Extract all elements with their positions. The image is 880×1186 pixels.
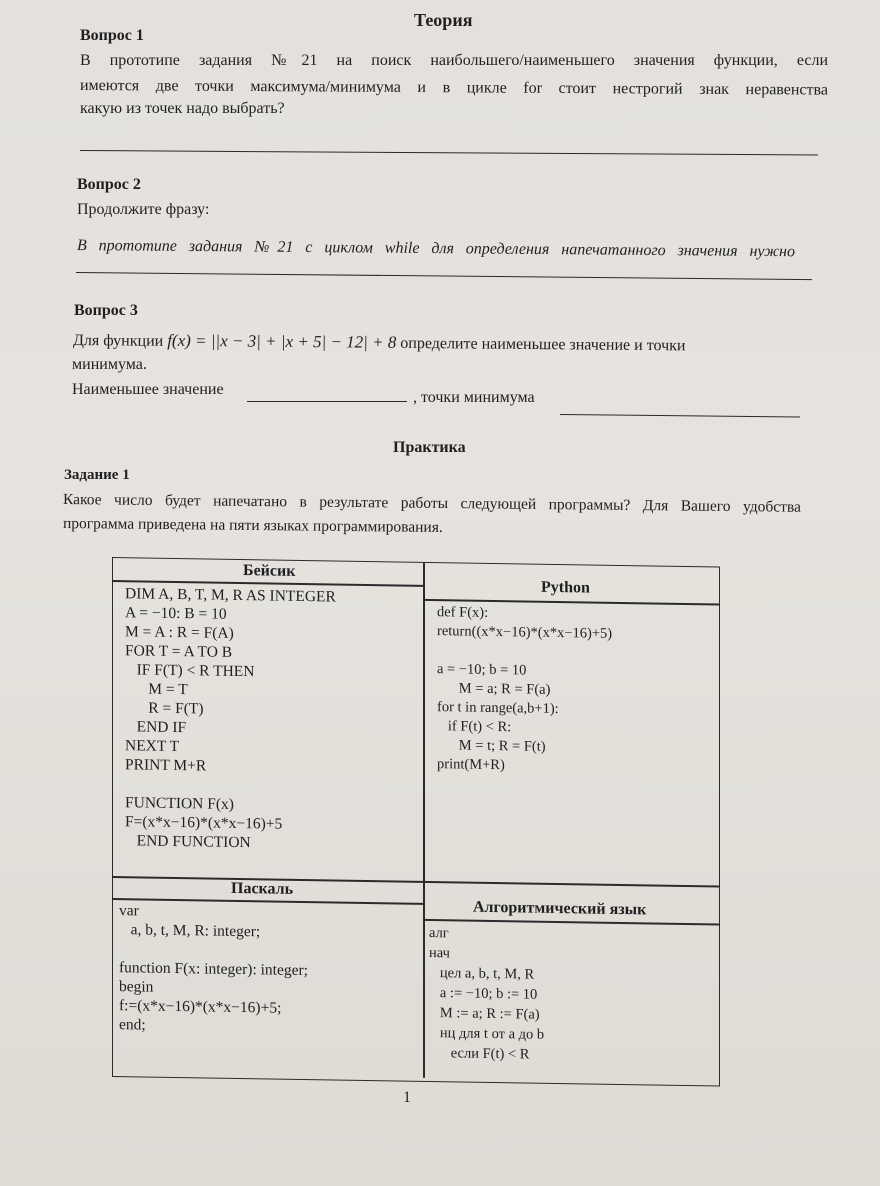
question-1-line-2: имеются две точки максимума/минимума и в цикле for стоит нестрогий знак неравенства <box>79 77 829 99</box>
algorithmic-code-line: если F(t) < R <box>429 1044 530 1063</box>
pascal-code <box>119 901 308 1037</box>
question-2-phrase: В прототипе задания №21 с циклом while для определения напечатанного значения нужно <box>76 237 796 261</box>
theory-title: Теория <box>414 10 473 30</box>
algorithmic-code-line: нач <box>429 944 450 962</box>
python-code-line: return((x*x−16)*(x*x−16)+5) <box>437 623 613 642</box>
table-column-divider <box>423 563 425 1078</box>
min-value-blank[interactable] <box>247 401 407 402</box>
algorithmic-header: Алгоритмический язык <box>473 898 647 919</box>
pascal-code-line: a, b, t, M, R: integer; <box>119 921 261 941</box>
basic-code-line: END IF <box>125 718 187 737</box>
basic-code-line: PRINT M+R <box>125 756 207 775</box>
page-number: 1 <box>403 1089 411 1106</box>
python-code-line: if F(t) < R: <box>437 718 512 736</box>
basic-code-line: M = T <box>125 680 188 699</box>
basic-code-line: DIM A, B, T, M, R AS INTEGER <box>125 585 336 606</box>
question-1-line-3: какую из точек надо выбрать? <box>80 100 285 117</box>
question-1-line-1: В прототипе задания №21 на поиск наибольшего/наименьшего значения функции, если <box>80 52 828 69</box>
question-3-intro: Для функции <box>72 332 164 350</box>
question-2-prompt: Продолжите фразу: <box>77 201 210 218</box>
table-row-divider <box>113 876 719 887</box>
min-value-label: Наименьшее значение <box>72 381 224 398</box>
pascal-code-line: var <box>119 902 139 920</box>
question-3-title: Вопрос 3 <box>74 302 138 319</box>
code-table <box>112 557 720 1087</box>
algorithmic-code-line: a := −10; b := 10 <box>429 984 538 1003</box>
pascal-header: Паскаль <box>231 879 294 898</box>
task-1-line-2: программа приведена на пяти языках программирования. <box>62 515 443 536</box>
pascal-code-line: f:=(x*x−16)*(x*x−16)+5; <box>119 997 282 1017</box>
question-3-line-1 <box>73 330 686 355</box>
basic-code-line: M = A : R = F(A) <box>125 623 234 642</box>
python-code-line: def F(x): <box>437 604 489 621</box>
answer-line-q2 <box>76 272 812 280</box>
algorithmic-code-line: нц для t от a до b <box>429 1024 545 1043</box>
python-code-line: M = t; R = F(t) <box>437 737 546 755</box>
answer-line-q1 <box>80 150 818 156</box>
algorithmic-code-line: M := a; R := F(a) <box>429 1004 540 1023</box>
basic-code-line: END FUNCTION <box>125 832 251 852</box>
algorithmic-code-line: цел a, b, t, M, R <box>429 964 535 983</box>
basic-code-line: FOR T = A TO B <box>125 642 233 661</box>
basic-code-line: F=(x*x−16)*(x*x−16)+5 <box>125 813 283 833</box>
practice-title: Практика <box>393 439 466 456</box>
task-1-line-1: Какое число будет напечатано в результате работы следующей программы? Для Вашего удобства <box>62 491 802 516</box>
basic-code-line: FUNCTION F(x) <box>125 794 234 813</box>
basic-code <box>125 584 336 853</box>
pascal-code-line: begin <box>119 978 154 996</box>
question-3-instruction: определите наименьшее значение и точки <box>400 334 686 355</box>
python-code-line: a = −10; b = 10 <box>437 661 527 679</box>
python-code-line: print(M+R) <box>437 756 505 774</box>
basic-code-line: NEXT T <box>125 737 180 756</box>
python-code-line: for t in range(a,b+1): <box>437 699 559 718</box>
basic-code-line: A = −10: B = 10 <box>125 604 227 623</box>
basic-code-line: R = F(T) <box>125 699 204 718</box>
question-2-title: Вопрос 2 <box>77 176 141 193</box>
algorithmic-code-line: алг <box>429 924 449 942</box>
basic-code-line: IF F(T) < R THEN <box>125 661 255 681</box>
python-code <box>437 603 612 777</box>
min-points-blank[interactable] <box>560 414 800 418</box>
min-points-label: , точки минимума <box>413 389 535 406</box>
task-1-title: Задание 1 <box>64 467 130 483</box>
pascal-code-line: end; <box>119 1016 146 1034</box>
python-header: Python <box>541 578 590 597</box>
question-1-title: Вопрос 1 <box>80 27 144 44</box>
python-code-line: M = a; R = F(a) <box>437 680 551 698</box>
question-3-line-2: минимума. <box>72 356 147 373</box>
pascal-code-line: function F(x: integer): integer; <box>119 959 308 980</box>
algorithmic-code <box>429 923 544 1065</box>
question-3-formula: f(x) = ||x − 3| + |x + 5| − 12| + 8 <box>167 330 397 352</box>
basic-header: Бейсик <box>243 562 296 580</box>
